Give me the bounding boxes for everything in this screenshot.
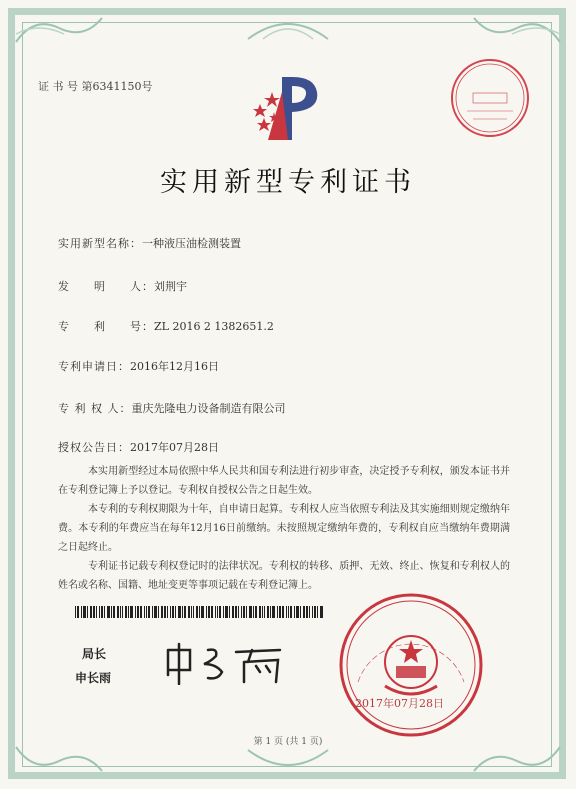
barcode-bar: [104, 606, 105, 618]
barcode-bar: [225, 606, 228, 618]
filing-date-label: 专利申请日：: [58, 360, 130, 373]
barcode-bar: [314, 606, 316, 618]
grant-date-row: [58, 439, 219, 455]
seal-date: 2017年07月28日: [355, 697, 444, 710]
barcode-bar: [208, 606, 210, 618]
inventor-row: [58, 278, 187, 294]
barcode-bar: [255, 606, 257, 618]
barcode-bar: [217, 606, 218, 618]
barcode-bar: [246, 606, 247, 618]
certificate-body: [58, 462, 510, 595]
barcode-bar: [152, 606, 153, 618]
barcode-bar: [303, 606, 305, 618]
agency-stamp-icon: [449, 57, 531, 139]
patentee-value: 重庆先隆电力设备制造有限公司: [131, 402, 286, 415]
barcode-bar: [107, 606, 110, 618]
barcode-bar: [229, 606, 230, 618]
barcode-bar: [170, 606, 171, 618]
barcode-bar: [161, 606, 163, 618]
utility-model-name-row: [58, 235, 241, 251]
barcode-bar: [83, 606, 86, 618]
barcode-bar: [279, 606, 281, 618]
barcode-bar: [81, 606, 82, 618]
patentee-label: 专 利 权 人：: [58, 402, 132, 415]
barcode-bar: [277, 606, 278, 618]
body-paragraph: 专利证书记载专利权登记时的法律状况。专利权的转移、质押、无效、终止、恢复和专利权人的姓名或名称、国籍、地址变更等事项记载在专利登记簿上。: [58, 561, 510, 591]
barcode-icon: [75, 606, 325, 618]
signatory-role: 局长: [82, 647, 107, 661]
barcode-bar: [211, 606, 213, 618]
barcode-bar: [125, 606, 127, 618]
barcode-bar: [264, 606, 265, 618]
certificate-number: 证 书 号 第6341150号: [38, 80, 153, 93]
signatory-name: 申长雨: [75, 671, 112, 685]
corner-ornament-icon: [14, 14, 104, 44]
barcode-bar: [201, 606, 204, 618]
barcode-bar: [199, 606, 200, 618]
barcode-bar: [196, 606, 198, 618]
filing-date-value: 2016年12月16日: [130, 360, 219, 373]
barcode-bar: [154, 606, 157, 618]
barcode-bar: [249, 606, 252, 618]
barcode-bar: [137, 606, 139, 618]
barcode-bar: [238, 606, 239, 618]
bottom-ornament-icon: [243, 745, 333, 775]
barcode-bar: [117, 606, 119, 618]
barcode-bar: [296, 606, 299, 618]
barcode-bar: [290, 606, 292, 618]
utility-model-name-value: 一种液压油检测装置: [142, 237, 241, 250]
barcode-bar: [111, 606, 112, 618]
barcode-bar: [320, 606, 323, 618]
barcode-bar: [294, 606, 295, 618]
barcode-bar: [286, 606, 287, 618]
barcode-bar: [175, 606, 176, 618]
barcode-bar: [128, 606, 129, 618]
barcode-bar: [288, 606, 289, 618]
top-ornament-icon: [243, 14, 333, 44]
barcode-bar: [317, 606, 318, 618]
barcode-bar: [232, 606, 234, 618]
barcode-bar: [120, 606, 121, 618]
barcode-bar: [75, 606, 76, 618]
barcode-bar: [223, 606, 224, 618]
handwritten-signature-icon: [160, 640, 290, 685]
barcode-bar: [87, 606, 88, 618]
utility-model-name-label: 实用新型名称：: [58, 237, 142, 250]
barcode-bar: [122, 606, 123, 618]
barcode-bar: [243, 606, 245, 618]
certificate-title: 实用新型专利证书: [160, 167, 416, 198]
corner-ornament-icon: [472, 745, 562, 775]
filing-date-row: [58, 358, 219, 374]
barcode-bar: [167, 606, 168, 618]
barcode-bar: [113, 606, 115, 618]
official-seal-icon: [338, 592, 484, 738]
barcode-bar: [158, 606, 159, 618]
barcode-bar: [93, 606, 95, 618]
barcode-bar: [182, 606, 183, 618]
barcode-bar: [99, 606, 100, 618]
barcode-bar: [312, 606, 313, 618]
barcode-bar: [172, 606, 174, 618]
barcode-bar: [267, 606, 269, 618]
barcode-bar: [144, 606, 145, 618]
barcode-bar: [178, 606, 181, 618]
barcode-bar: [306, 606, 308, 618]
patentee-row: [58, 400, 286, 416]
barcode-bar: [272, 606, 275, 618]
barcode-bar: [77, 606, 79, 618]
barcode-bar: [130, 606, 133, 618]
barcode-bar: [193, 606, 194, 618]
barcode-bar: [241, 606, 242, 618]
inventor-label: 发 明 人：: [58, 280, 154, 293]
barcode-bar: [253, 606, 254, 618]
barcode-bar: [188, 606, 190, 618]
barcode-bar: [206, 606, 207, 618]
barcode-bar: [135, 606, 136, 618]
inventor-value: 刘荆宇: [154, 280, 187, 293]
body-paragraph: 本实用新型经过本局依照中华人民共和国专利法进行初步审查，决定授予专利权，颁发本证书并在专利登记簿上予以登记。专利权自授权公告之日起生效。: [58, 466, 510, 496]
barcode-bar: [90, 606, 92, 618]
patent-number-value: ZL 2016 2 1382651.2: [154, 320, 274, 333]
grant-date-label: 授权公告日：: [58, 441, 130, 454]
barcode-bar: [140, 606, 142, 618]
barcode-bar: [101, 606, 103, 618]
barcode-bar: [300, 606, 301, 618]
grant-date-value: 2017年07月28日: [130, 441, 219, 454]
corner-ornament-icon: [472, 14, 562, 44]
barcode-bar: [215, 606, 216, 618]
corner-ornament-icon: [14, 745, 104, 775]
barcode-bar: [191, 606, 192, 618]
barcode-bar: [309, 606, 310, 618]
barcode-bar: [219, 606, 221, 618]
barcode-bar: [262, 606, 263, 618]
barcode-bar: [184, 606, 186, 618]
barcode-bar: [282, 606, 284, 618]
barcode-bar: [164, 606, 166, 618]
barcode-bar: [259, 606, 261, 618]
barcode-bar: [148, 606, 150, 618]
patent-number-row: [58, 318, 274, 334]
patent-number-label: 专 利 号：: [58, 320, 154, 333]
sipo-logo-icon: [262, 72, 322, 142]
barcode-bar: [146, 606, 147, 618]
barcode-bar: [96, 606, 97, 618]
barcode-bar: [270, 606, 271, 618]
body-paragraph: 本专利的专利权期限为十年，自申请日起算。专利权人应当依照专利法及其实施细则规定缴纳年费。本专利的年费应当在每年12月16日前缴纳。未按照规定缴纳年费的，专利权自应当缴纳年费期满之日起终止。: [58, 504, 510, 553]
barcode-bar: [235, 606, 237, 618]
page-footer: 第 1 页 (共 1 页): [253, 737, 323, 747]
